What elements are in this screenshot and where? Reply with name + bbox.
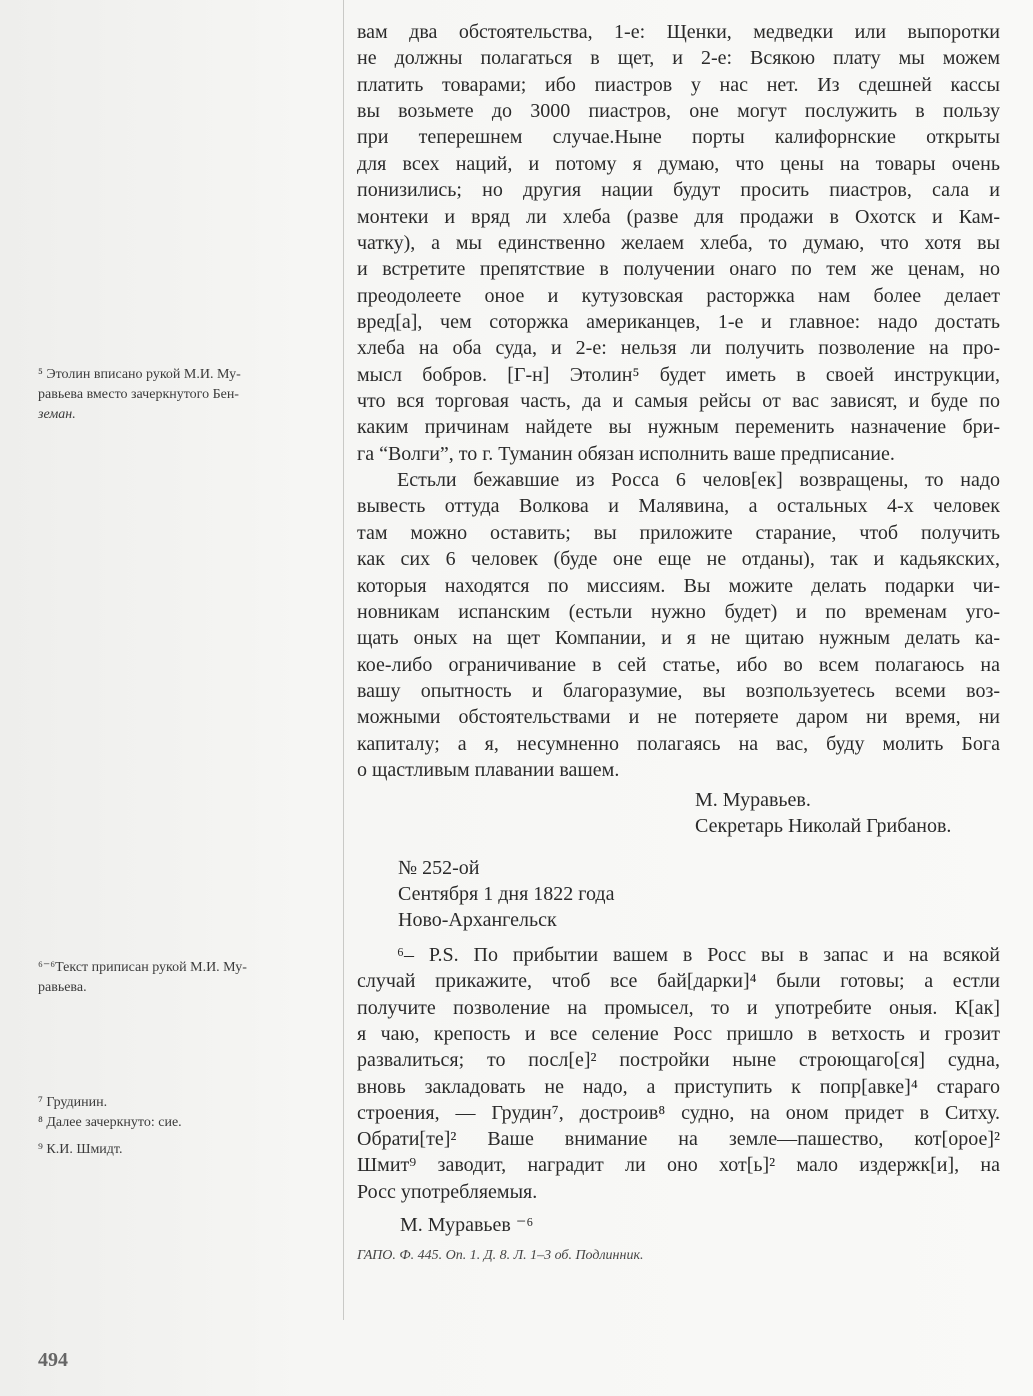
- footnote-line: равьева вместо зачеркнутого Бен-: [38, 387, 239, 402]
- text-line: при теперешнем случае.Ныне порты калифорнские открыты: [357, 126, 1000, 149]
- footnote-9: [38, 1140, 318, 1160]
- footnote-line: равьева.: [38, 980, 87, 995]
- ps-signature: М. Муравьев ⁻⁶: [400, 1214, 534, 1236]
- text-line: о щастливым плавании вашем.: [357, 759, 620, 782]
- text-line: монтеки и вряд ли хлеба (разве для продажи в Охотск и Кам-: [357, 205, 1000, 228]
- postscript-line: Шмит⁹ заводит, наградит ли оно хот[ь]² мало издержк[и], на: [357, 1154, 1000, 1177]
- text-line: вы возьмете до 3000 пиастров, оне могут послужить в пользу: [357, 100, 1000, 123]
- text-line: преодолеете оное и кутузовская расторжка нам более делает: [357, 284, 1000, 307]
- column-divider: [343, 0, 344, 1320]
- text-line: можными обстоятельствами и не потеряете даром ни время, ни: [357, 706, 1000, 729]
- postscript-line: получите позволение на промысел, то и употребите оныя. К[ак]: [357, 996, 1000, 1019]
- text-line: вывесть оттуда Волкова и Малявина, а остальных 4-х человек: [357, 495, 1000, 518]
- text-line: и встретите препятствие в получении онаго по тем же ценам, но: [357, 258, 1000, 281]
- page-number: 494: [38, 1349, 68, 1371]
- footnote-line: ⁶⁻⁶Текст приписан рукой М.И. Му-: [38, 960, 247, 975]
- text-line: мысл бобров. [Г-н] Этолин⁵ будет иметь в своей инструкции,: [357, 363, 1000, 386]
- text-line: Естьли бежавшие из Росса 6 челов[ек] возвращены, то надо: [397, 469, 1000, 492]
- text-line: понизились; но другия нации будут просить пиастров, сала и: [357, 179, 1000, 202]
- postscript-line: Обрати[те]² Ваше внимание на земле—пашество, кот[орое]²: [357, 1128, 1000, 1151]
- letter-date: Сентября 1 дня 1822 года: [398, 883, 615, 905]
- archive-citation: ГАПО. Ф. 445. Оп. 1. Д. 8. Л. 1–3 об. Подлинник.: [357, 1248, 644, 1263]
- signature-name: М. Муравьев.: [695, 789, 811, 811]
- text-line: как сих 6 человек (буде оне еще не отданы), так и кадьякских,: [357, 548, 1000, 571]
- text-line: капиталу; а я, несумненно полагаясь на вас, буду молить Бога: [357, 732, 1000, 755]
- footnote-line: земан.: [38, 407, 76, 422]
- footnote-line: ⁹ К.И. Шмидт.: [38, 1142, 123, 1157]
- footnote-6: [38, 958, 318, 998]
- text-line: которыя находятся по миссиям. Вы можите делать подарки чи-: [357, 574, 1000, 597]
- text-line: чатку), а мы единственно желаем хлеба, то думаю, что хотя вы: [357, 231, 1000, 254]
- postscript-line: я чаю, крепость и все селение Росс пришло в ветхость и грозит: [357, 1022, 1000, 1045]
- text-line: га “Волги”, то г. Туманин обязан исполнить ваше предписание.: [357, 442, 895, 465]
- footnote-5: [38, 365, 318, 425]
- text-line: кое-либо ограничивание в сей статье, ибо во всем полагаюсь на: [357, 653, 1000, 676]
- footnote-7: [38, 1093, 318, 1113]
- postscript-line: развалиться; то посл[е]² постройки ныне строющаго[ся] судна,: [357, 1049, 1000, 1072]
- footnote-line: ⁸ Далее зачеркнуто: сие.: [38, 1115, 182, 1130]
- letter-number: № 252-ой: [398, 857, 480, 879]
- text-line: щать оных на щет Компании, и я не щитаю нужным делать ка-: [357, 627, 1000, 650]
- postscript-line: случай прикажите, чтоб все бай[дарки]⁴ были готовы; а естли: [357, 970, 1000, 993]
- postscript-line: вновь закладовать не надо, а приступить к попр[авке]⁴ стараго: [357, 1075, 1000, 1098]
- signature-secretary: Секретарь Николай Грибанов.: [695, 815, 952, 837]
- footnote-8: [38, 1113, 318, 1133]
- text-line: платить товарами; ибо пиастров у нас нет. Из сдешней кассы: [357, 73, 1000, 96]
- text-line: не должны полагаться в щет, и 2-е: Всякою плату мы можем: [357, 47, 1000, 70]
- text-line: каким причинам найдете вы нужным переменить назначение бри-: [357, 416, 1000, 439]
- text-line: хлеба на оба суда, и 2-е: нельзя ли получить позволение на про-: [357, 337, 1000, 360]
- text-line: вред[а], чем соторжка американцев, 1-е и главное: надо достать: [357, 310, 1000, 333]
- text-line: вашу опытность и благоразумие, вы возпользуетесь всеми воз-: [357, 680, 1000, 702]
- footnote-line: ⁵ Этолин вписано рукой М.И. Му-: [38, 367, 241, 382]
- text-line: там можно оставить; вы приложите старание, чтоб получить: [357, 521, 1000, 544]
- text-line: новникам испанским (естьли нужно будет) и по временам уго-: [357, 600, 1000, 623]
- letter-place: Ново-Архангельск: [398, 909, 557, 931]
- footnote-line: ⁷ Грудинин.: [38, 1095, 108, 1110]
- postscript-line: строения, — Грудин⁷, достроив⁸ судно, на оном придет в Ситху.: [357, 1101, 1000, 1124]
- text-line: вам два обстоятельства, 1-е: Щенки, медведки или выпоротки: [357, 21, 1000, 43]
- text-line: что вся торговая часть, да и самыя рейсы от вас зависят, и буде по: [357, 390, 1000, 413]
- postscript-line: ⁶– Р.S. По прибытии вашем в Росс вы в запас и на всякой: [397, 944, 1000, 966]
- postscript-line: Росс употребляемыя.: [357, 1180, 538, 1203]
- text-line: для всех наций, и потому я думаю, что цены на товары очень: [357, 152, 1000, 175]
